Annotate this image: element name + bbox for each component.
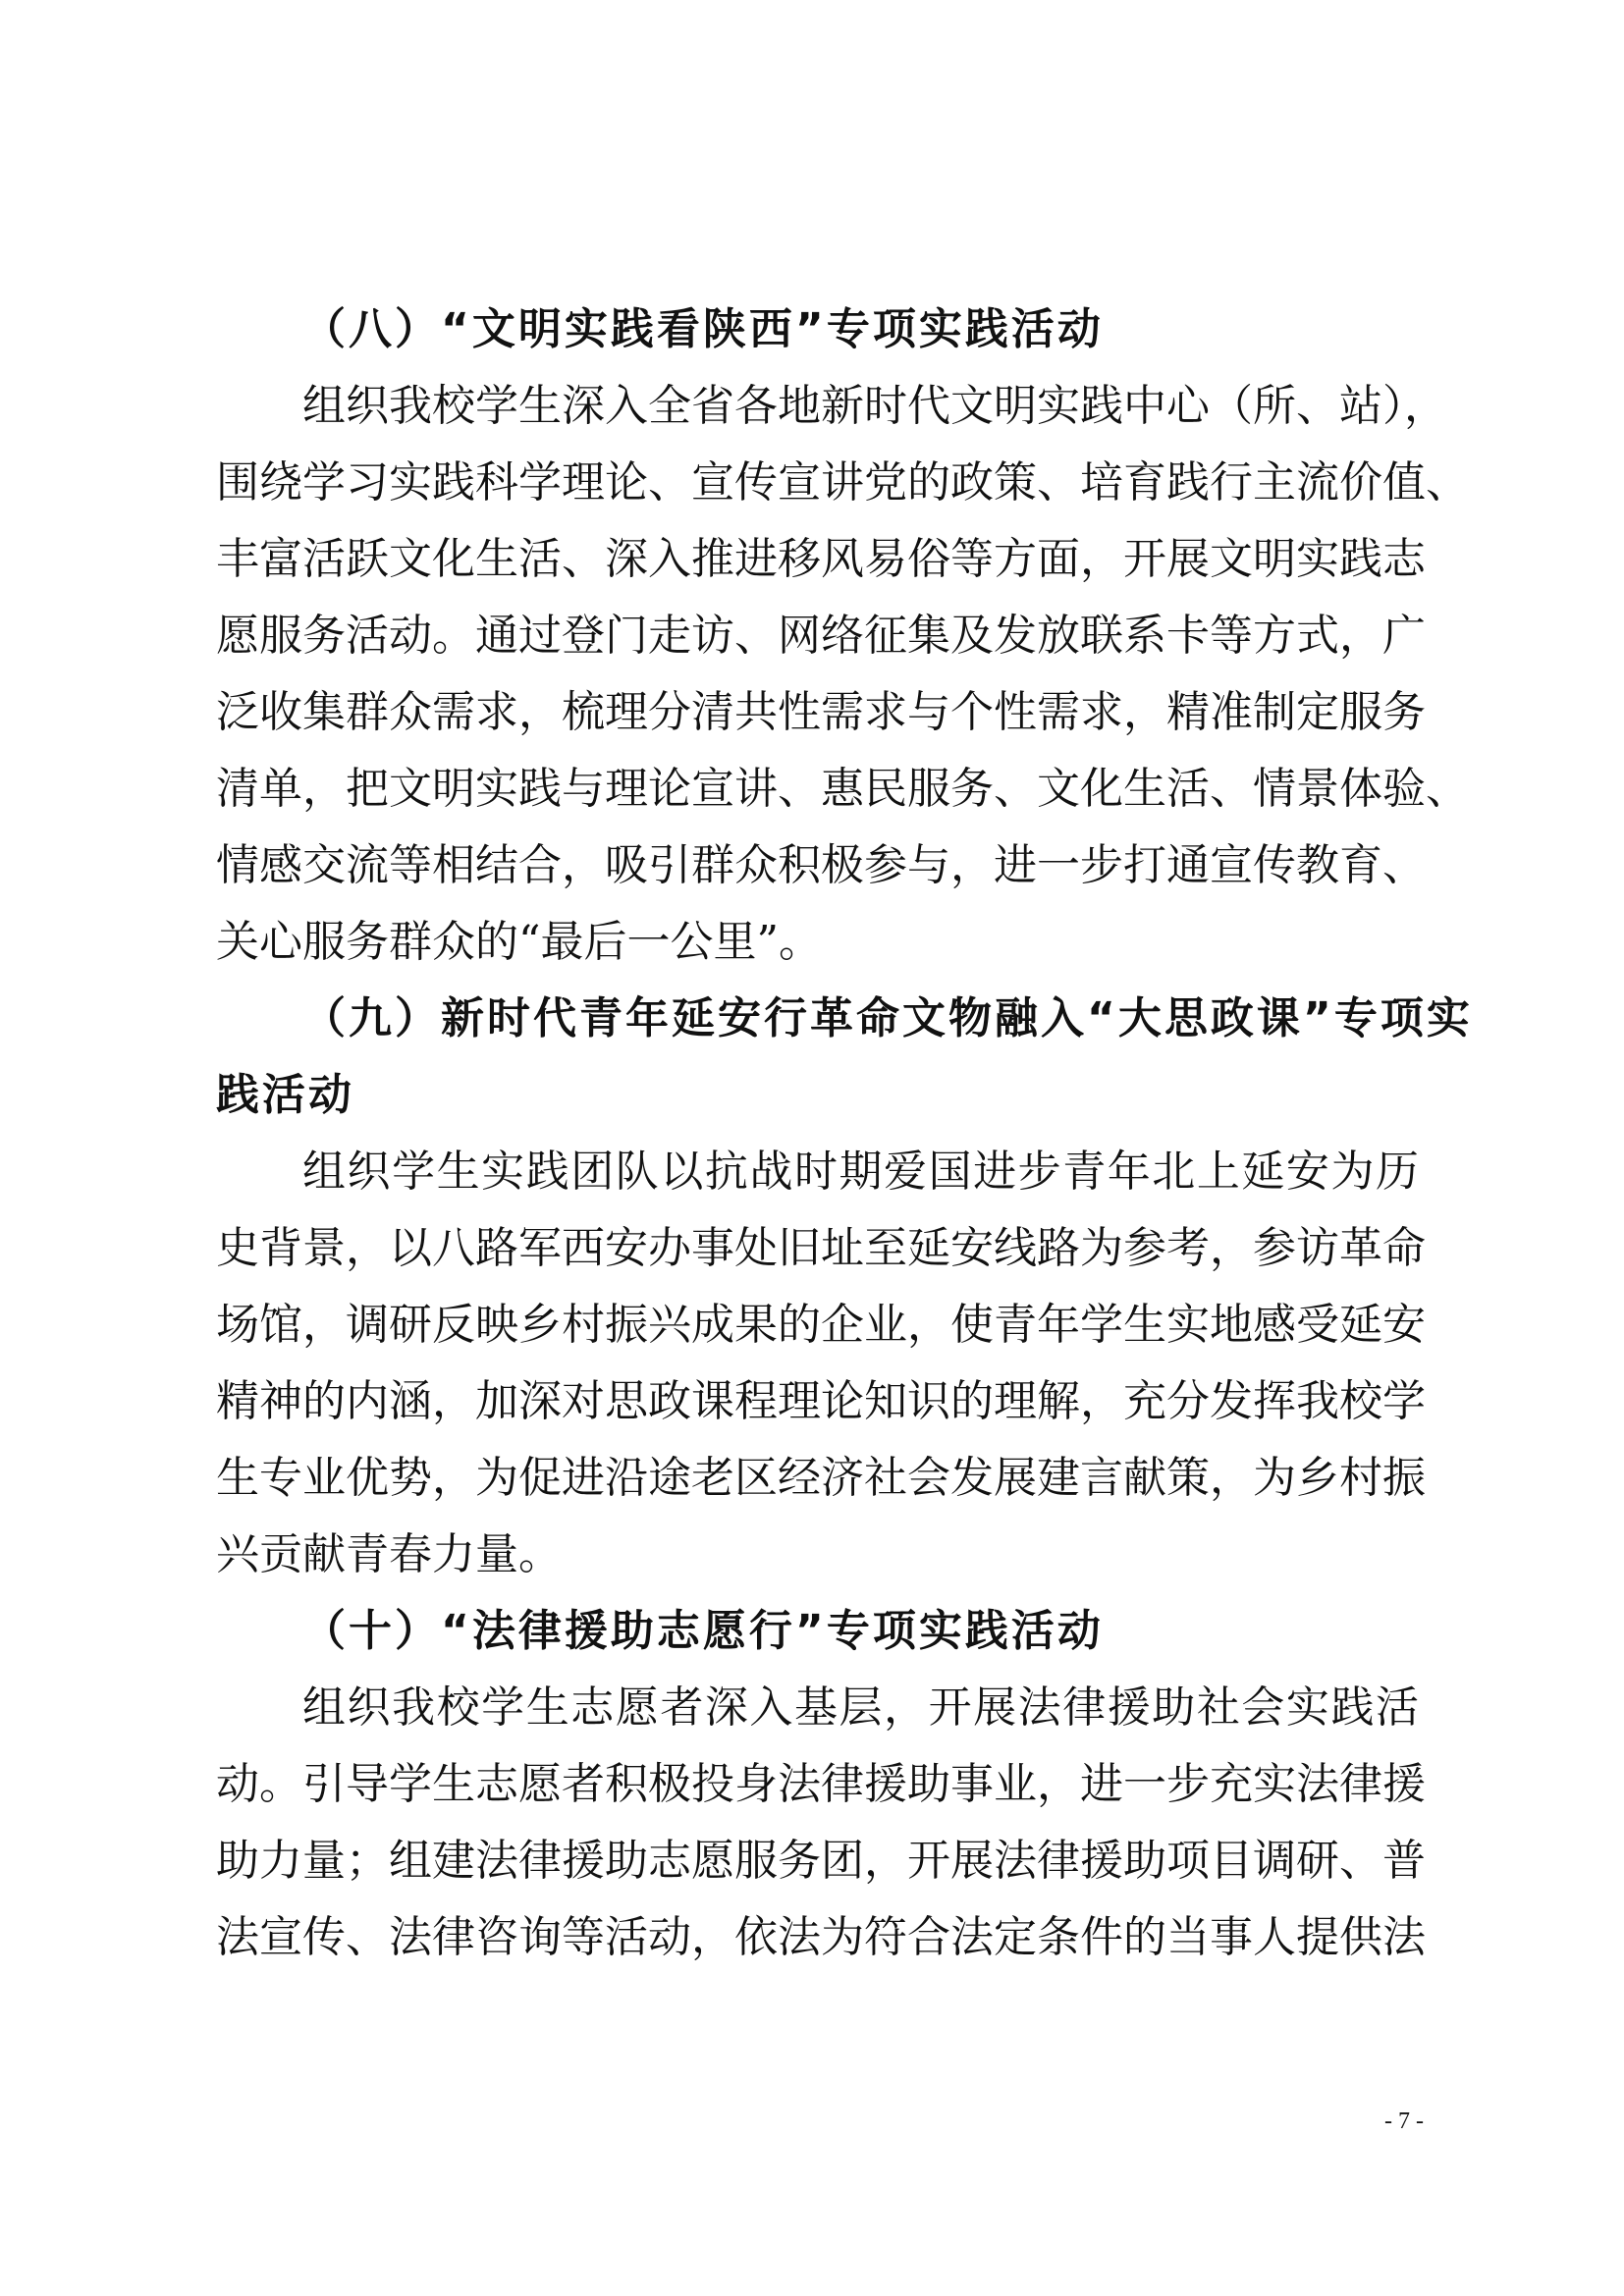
paragraph-line: 精神的内涵，加深对思政课程理论知识的理解，充分发挥我校学 xyxy=(216,1376,1426,1426)
section-heading-9: （九）新时代青年延安行革命文物融入“大思政课”专项实 xyxy=(302,993,1473,1043)
paragraph-line: 组织学生实践团队以抗战时期爱国进步青年北上延安为历 xyxy=(302,1147,1419,1197)
paragraph-line: 围绕学习实践科学理论、宣传宣讲党的政策、培育践行主流价值、 xyxy=(216,457,1469,507)
page-number: - 7 - xyxy=(1384,2109,1424,2134)
paragraph-line: 情感交流等相结合，吸引群众积极参与，进一步打通宣传教育、 xyxy=(216,840,1426,890)
paragraph-line: 生专业优势，为促进沿途老区经济社会发展建言献策，为乡村振 xyxy=(216,1453,1426,1503)
paragraph-line: 场馆，调研反映乡村振兴成果的企业，使青年学生实地感受延安 xyxy=(216,1300,1426,1350)
paragraph-line: 史背景，以八路军西安办事处旧址至延安线路为参考，参访革命 xyxy=(216,1223,1426,1273)
paragraph-line: 助力量；组建法律援助志愿服务团，开展法律援助项目调研、普 xyxy=(216,1836,1426,1886)
paragraph-line: 愿服务活动。通过登门走访、网络征集及发放联系卡等方式，广 xyxy=(216,611,1426,661)
section-heading-8: （八）“文明实践看陕西”专项实践活动 xyxy=(302,304,1104,354)
paragraph-line: 动。引导学生志愿者积极投身法律援助事业，进一步充实法律援 xyxy=(216,1759,1426,1809)
paragraph-line: 组织我校学生深入全省各地新时代文明实践中心（所、站）， xyxy=(302,381,1447,431)
paragraph-line: 法宣传、法律咨询等活动，依法为符合法定条件的当事人提供法 xyxy=(216,1912,1426,1962)
section-heading-10: （十）“法律援助志愿行”专项实践活动 xyxy=(302,1606,1104,1656)
paragraph-line: 关心服务群众的“最后一公里”。 xyxy=(216,917,822,967)
paragraph-line: 丰富活跃文化生活、深入推进移风易俗等方面，开展文明实践志 xyxy=(216,534,1426,584)
paragraph-line: 清单，把文明实践与理论宣讲、惠民服务、文化生活、情景体验、 xyxy=(216,764,1469,814)
paragraph-line: 兴贡献青春力量。 xyxy=(216,1529,562,1579)
paragraph-line: 组织我校学生志愿者深入基层，开展法律援助社会实践活 xyxy=(302,1682,1419,1733)
section-heading-9-continued: 践活动 xyxy=(216,1070,354,1120)
paragraph-line: 泛收集群众需求，梳理分清共性需求与个性需求，精准制定服务 xyxy=(216,687,1426,737)
